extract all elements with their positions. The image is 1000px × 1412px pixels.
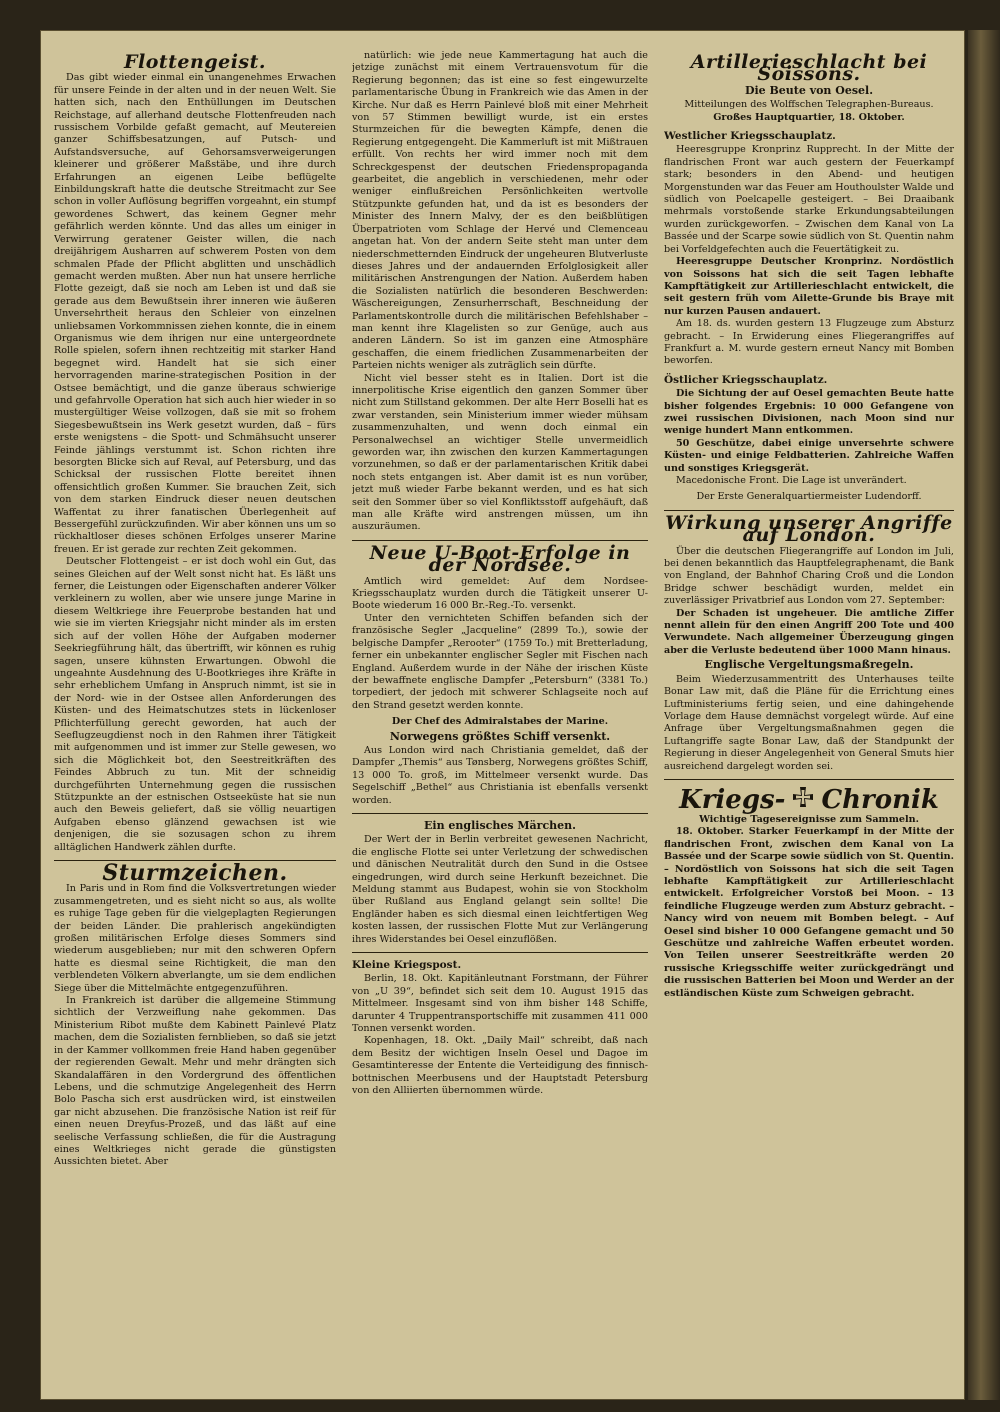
newspaper-page bbox=[40, 30, 965, 1400]
maerchen-text: Der Wert der in Berlin verbreitet gewesenen Nachricht, die englische Flotte sei unter Verletzung der schwedischen und dänischen Neutralität durch den Sund in die Ostsee eingedrungen, wird durch seine Herkunft bezeichnet. Die Meldung stammt aus Budapest, wohin sie von Stockholm über Rußland aus England gelangt sein sollte! Die Engländer haben es sich diesmal einen leichtfertigen Weg kosten lassen, der russischen Flotte Mut zur Verlängerung ihres Widerstandes bei Oesel einzuflößen. bbox=[352, 834, 648, 945]
kriegs-chronik-text: 18. Oktober. Starker Feuerkampf in der Mitte der flandrischen Front, zwischen dem Kanal von La Bassée und der Scarpe sowie südlich von St. Quentin. – Nordöstlich von Soissons hat sich die seit Tagen lebhafte Kampftätigkeit zur Artillerieschlacht entwickelt. Erfolgreicher Vorstoß bei Moon. – 13 feindliche Flugzeuge werden zum Absturz gebracht. – Nancy wird von neuem mit Bomben belegt. – Auf Oesel sind bisher 10 000 Gefangene gemacht und 50 Geschütze und zahlreiche Waffen erbeutet worden. Von Teilen unserer Seestreitkräfte werden 20 russische Kriegsschiffe weiter zurückgedrängt und die russischen Batterien bei Moon und Werder an der estländischen Küste zum Schweigen gebracht. bbox=[664, 826, 954, 999]
kriegs-chronik-word-1: Kriegs- bbox=[679, 784, 786, 815]
artillerie-place: Großes Hauptquartier, 18. Oktober. bbox=[713, 111, 905, 123]
flottengeist-text-2: Deutscher Flottengeist – er ist doch wohl ein Gut, das seines Gleichen auf der Welt sonst nicht hat. Es läßt uns ferner, die Leistungen oder Eigenschaften anderer Völker verkleinern zu wollen, aber wie unsere junge Marine in diesem Weltkriege ihre Feuerprobe bestanden hat und wie sie im vierten Kriegsjahr nicht minder als im ersten sich auf der vollen Höhe der Aufgaben moderner Seekriegführung hält, das übertrifft, wir können es ruhig sagen, unsere kühnsten Erwartungen. Obwohl die ungeahnte Ausdehnung des U-Bootkrieges ihre Kräfte in sehr erheblichem Umfang in Anspruch nimmt, ist sie in der Nord- wie in der Ostsee allen Anforderungen des Küsten- und des Heimatschutzes stets in lückenloser Pflichterfüllung gerecht geworden, hat auch der Seeflugzeugdienst noch in den Rahmen ihrer Tätigkeit mit aufgenommen und ist immer zur Stelle gewesen, wo sich die Möglichkeit bot, den Seestreitkräften des Feindes Abbruch zu tun. Mit der schneidig durchgeführten Unternehmung gegen die russischen Stützpunkte an der estnischen Ostseeküste hat sie nun auch den Beweis geliefert, daß sie völlig neuartigen Aufgaben ebenso glänzend gewachsen ist wie denjenigen, die sie sozusagen schon zu ihrem alltäglichen Handwerk zählen durfte. bbox=[54, 556, 336, 853]
divider bbox=[664, 779, 954, 780]
iron-cross-icon bbox=[789, 786, 817, 814]
page-edge bbox=[968, 30, 1000, 1400]
london-text-2: Der Schaden ist ungeheuer. Die amtliche Ziffer nennt allein für den einen Angriff 200 Tote und 400 Verwundete. Nach allgemeiner Überzeugung gingen aber die Verluste bedeutend über 1000 Mann hinaus. bbox=[664, 607, 954, 656]
divider bbox=[352, 952, 648, 953]
kriegs-chronik-masthead bbox=[664, 786, 954, 814]
westlicher-text-3: Am 18. ds. wurden gestern 13 Flugzeuge zum Absturz gebracht. – In Erwiderung eines Fliegerangriffes auf Frankfurt a. M. wurde gestern erneut Nancy mit Bomben beworfen. bbox=[664, 318, 954, 367]
maerchen-title: Ein englisches Märchen. bbox=[424, 818, 576, 832]
kriegs-chronik-word-2: Chronik bbox=[821, 784, 939, 815]
oestlicher-signature: Der Erste Generalquartiermeister Ludendorff. bbox=[696, 491, 922, 503]
column-1 bbox=[54, 50, 336, 1395]
oestlicher-title: Östlicher Kriegsschauplatz. bbox=[664, 373, 828, 386]
vergeltung-title: Englische Vergeltungsmaßregeln. bbox=[704, 658, 914, 672]
london-title: Wirkung unserer Angriffe auf London. bbox=[665, 511, 953, 547]
divider bbox=[352, 540, 648, 541]
kleine-kriegspost-text: Berlin, 18. Okt. Kapitänleutnant Forstmann, der Führer von „U 39“, befindet sich seit dem 10. August 1915 das Mittelmeer. Insgesamt sind von ihm bisher 148 Schiffe, darunter 4 Truppentransportschiffe mit zusammen 411 000 Tonnen versenkt worden. bbox=[352, 973, 648, 1035]
kriegs-chronik-subtitle: Wichtige Tagesereignisse zum Sammeln. bbox=[699, 813, 919, 825]
artillerie-title: Artillerieschlacht bei Soissons. bbox=[690, 51, 928, 86]
column-2 bbox=[352, 50, 648, 1395]
vergeltung-text: Beim Wiederzusammentritt des Unterhauses teilte Bonar Law mit, daß die Pläne für die Errichtung eines Luftministeriums fertig seien, und eine dahingehende Vorlage dem Hause demnächst vorgelegt würde. Auf eine Anfrage über Vergeltungsmaßnahmen gegen die Luftangriffe sagte Bonar Law, daß der Standpunkt der Regierung in dieser Angelegenheit von General Smuts hier ausreichend dargelegt worden sei. bbox=[664, 673, 954, 772]
sturmzeichen-continued-2: Nicht viel besser steht es in Italien. Dort ist die innerpolitische Krise eigentlich den ganzen Sommer über nicht zum Stillstand gekommen. Der alte Herr Boselli hat es zwar verstanden, sein Ministerium immer wieder mühsam zusammenzuhalten, und wenn doch einmal ein Personalwechsel an wichtiger Stelle unvermeidlich geworden war, ihn zwischen den kurzen Kammertagungen vorzunehmen, so daß er der parlamentarischen Kritik dabei noch stets entgangen ist. Aber damit ist es nun vorüber, jetzt muß wieder Farbe bekannt werden, und es hat sich seit den Sommer über so viel Konfliktsstoff aufgehäuft, daß man alle Kräfte wird anstrengen müssen, um ihn auszuräumen. bbox=[352, 372, 648, 533]
sturmzeichen-continued: natürlich: wie jede neue Kammertagung hat auch die jetzige zunächst mit einem Vertrauensvotum für die Regierung begonnen; das ist eine so fest eingewurzelte parlamentarische Übung in Frankreich wie das Amen in der Kirche. Nur daß es Herrn Painlevé bloß mit einer Mehrheit von 57 Stimmen bewilligt wurde, ist ein erstes Sturmzeichen für die bewegten Kämpfe, denen die Regierung entgegengeht. Die Kammerluft ist mit Mißtrauen erfüllt. Von rechts her wird immer noch mit dem Schreckgespenst der deutschen Friedenspropaganda gearbeitet, die angeblich in verschiedenen, mehr oder weniger einflußreichen Persönlichkeiten wertvolle Stützpunkte gefunden hat, und da ist es besonders der Minister des Innern Malvy, der es den beißblütigen Überpatrioten vom Schlage der Hervé und Clemenceau angetan hat. Von der andern Seite steht man unter dem niederschmetternden Eindruck der ungeheuren Blutverluste dieses Jahres und der andauernden Erfolglosigkeit aller militärischen Anstrengungen der Nation. Außerdem haben die Sozialisten natürlich die besonderen Beschwerden: Wäschereigungen, Zensurherrschaft, Beschneidung der Parlamentskontrolle durch die militärischen Befehlshaber – man kennt ihre Klagelisten so zur Genüge, auch aus anderen Ländern. So ist im ganzen eine Atmosphäre geschaffen, die einem friedlichen Zusammenarbeiten der Parteien nichts weniger als zuträglich sein dürfte. bbox=[352, 50, 648, 372]
kleine-kriegspost-title: Kleine Kriegspost. bbox=[352, 959, 462, 972]
uboot-text: Amtlich wird gemeldet: Auf dem Nordsee-Kriegsschauplatz wurden durch die Tätigkeit unserer U-Boote wiederum 16 000 Br.-Reg.-To. versenkt. bbox=[352, 575, 648, 612]
column-3 bbox=[664, 50, 954, 1395]
divider bbox=[664, 510, 954, 511]
divider bbox=[352, 813, 648, 814]
oestlicher-text-2: 50 Geschütze, dabei einige unversehrte schwere Küsten- und einige Feldbatterien. Zahlreiche Waffen und sonstiges Kriegsgerät. bbox=[664, 437, 954, 474]
london-text: Über die deutschen Fliegerangriffe auf London im Juli, bei denen bekanntlich das Hauptfelegraphenamt, die Bank von England, der Bahnhof Charing Croß und die London Bridge schwer beschädigt wurden, meldet ein zuverlässiger Privatbrief aus London vom 27. September: bbox=[664, 545, 954, 607]
artillerie-subtitle: Die Beute von Oesel. bbox=[744, 83, 874, 97]
oestlicher-text: Die Sichtung der auf Oesel gemachten Beute hatte bisher folgendes Ergebnis: 10 000 Gefangene von zwei russischen Divisionen, nach Moon sind nur wenige hundert Mann entkommen. bbox=[664, 388, 954, 437]
uboot-signature: Der Chef des Admiralstabes der Marine. bbox=[391, 716, 609, 728]
westlicher-text-2: Heeresgruppe Deutscher Kronprinz. Nordöstlich von Soissons hat sich die seit Tagen lebhafte Kampftätigkeit zur Artillerieschlacht entwickelt, die seit gestern früh vom Ailette-Grunde bis Braye mit nur kurzen Pausen andauert. bbox=[664, 256, 954, 317]
norwegen-title: Norwegens größtes Schiff versenkt. bbox=[389, 729, 611, 743]
sturmzeichen-text-2: In Frankreich ist darüber die allgemeine Stimmung sichtlich der Verzweiflung nahe gekommen. Das Ministerium Ribot mußte dem Kabinett Painlevé Platz machen, dem die Sozialisten fernblieben, so daß sie jetzt in der Kammer vollkommen freie Hand haben gegenüber der regierenden Gewalt. Mehr und mehr drängten sich Skandalaffären in den Vordergrund des öffentlichen Lebens, und die schmutzige Angelegenheit des Herrn Bolo Pascha sich erst ausdrücken wird, ist einstweilen gar nicht abzusehen. Die französische Nation ist reif für einen neuen Dreyfus-Prozeß, und das läßt auf eine seelische Verfassung schließen, die für die Austragung eines Weltkrieges nicht gerade die günstigsten Aussichten bietet. Aber bbox=[54, 995, 336, 1168]
flottengeist-text: Das gibt wieder einmal ein unangenehmes Erwachen für unsere Feinde in der alten und in der neuen Welt. Sie hatten sich, nach den Enthüllungen im Deutschen Reichstage, auf allerhand deutsche Flottenfreuden nach russischem Vorbilde gefaßt gemacht, auf Meutereien ganzer Schiffsbesatzungen, auf Putsch- und Aufstandsversuche, auf Gehorsamsverweigerungen kleinerer und größerer Maßstäbe, und ihre durch Erfahrungen an eigenen Leibe beflügelte Einbildungskraft hatte die deutsche Streitmacht zur See schon in voller Auflösung begriffen vorgeahnt, ein stumpf gewordenes Schwert, das keinem Gegner mehr gefährlich werden könnte. Und das alles um einiger in Verwirrung geratener Geister willen, die nach dreijährigem Ausharren auf schwerem Posten von dem schmalen Pfade der Pflicht abglitten und unschädlich gemacht werden mußten. Aber nun hat unsere herrliche Flotte gezeigt, daß sie noch am Leben ist und daß sie gerade aus dem Bewußtsein ihrer inneren wie äußeren Unversehrtheit heraus den Schleier von einzelnen unliebsamen Vorkommnissen ziehen konnte, die in einem Organismus wie dem ihrigen nur eine untergeordnete Rolle spielen, sofern ihnen rechtzeitig mit starker Hand begegnet wird. Handelt hat sie sich einer hervorragenden marine-strategischen Position in der Ostsee bemächtigt, und die ganze überaus schwierige und gefahrvolle Operation hat sich auch hier wieder in so mustergültiger Weise vollzogen, daß sie mit so frohem Siegesbewußtsein ins Werk gesetzt wurden, daß – fürs erste wenigstens – die Spott- und Schmähsucht unserer Feinde jählings verstummt ist. Schon richten ihre besorgten Blicke sich auf Reval, auf Petersburg, und das Schicksal der russischen Flotte bereitet ihnen offensichtlich großen Kummer. Sie brauchen Zeit, sich von dem starken Eindruck dieser neuen deutschen Waffentat zu ihrer fanatischen Überlegenheit auf Bessergefühl zurückzufinden. Wir aber können uns um so rückhaltloser dieses schönen Erfolges unserer Marine freuen. Er ist gerade zur rechten Zeit gekommen. bbox=[54, 72, 336, 555]
sturmzeichen-text: In Paris und in Rom find die Volksvertretungen wieder zusammengetreten, und es sieht nicht so aus, als wollte es ruhige Tage geben für die vielgeplagten Regierungen der beiden Länder. Die prahlerisch angekündigten großen militärischen Erfolge dieses Sommers sind wiederum ausgeblieben; nur mit den schweren Opfern hatte es diesmal seine Richtigkeit, die man den verblendeten Völkern abverlangte, um sie dem endlichen Siege über die Mittelmächte entgegenzuführen. bbox=[54, 883, 336, 994]
uboot-title: Neue U-Boot-Erfolge in der Nordsee. bbox=[369, 541, 631, 577]
westlicher-title: Westlicher Kriegsschauplatz. bbox=[664, 130, 836, 143]
sturmzeichen-title: Sturmzeichen. bbox=[102, 860, 288, 886]
uboot-text-2: Unter den vernichteten Schiffen befanden sich der französische Segler „Jacqueline“ (2899 To.), sowie der belgische Dampfer „Rerooter“ (1759 To.) mit Bretterladung, ferner ein unbekannter englischer Segler mit Fischen nach England. Außerdem wurde in der Nähe der irischen Küste der bewaffnete englische Dampfer „Petersburn“ (3381 To.) torpediert, der jedoch mit schwerer Schlagseite noch auf den Strand gesetzt werden konnte. bbox=[352, 612, 648, 711]
flottengeist-title: Flottengeist. bbox=[123, 51, 266, 73]
kleine-kriegspost-text-2: Kopenhagen, 18. Okt. „Daily Mail“ schreibt, daß nach dem Besitz der wichtigen Inseln Oesel und Dagoe im Gesamtinteresse der Entente die Verteidigung des finnisch-bottnischen Meerbusens und der Hauptstadt Petersburg von den Alliierten übernommen würde. bbox=[352, 1035, 648, 1097]
norwegen-text: Aus London wird nach Christiania gemeldet, daß der Dampfer „Themis“ aus Tønsberg, Norwegens größtes Schiff, 13 000 To. groß, im Mittelmeer versenkt wurde. Das Segelschiff „Bethel“ aus Christiania ist ebenfalls versenkt worden. bbox=[352, 744, 648, 806]
westlicher-text: Heeresgruppe Kronprinz Rupprecht. In der Mitte der flandrischen Front war auch gestern der Feuerkampf stark; besonders in den Abend- und heutigen Morgenstunden war das Feuer am Houthoulster Walde und südlich von Poelcapelle gesteigert. – Bei Draaibank mehrmals vorstoßende starke Erkundungsabteilungen wurden zurückgeworfen. – Zwischen dem Kanal von La Bassée und der Scarpe sowie südlich von St. Quentin nahm bei Vorfeldgefechten auch die Feuertätigkeit zu. bbox=[664, 144, 954, 255]
oestlicher-text-3: Macedonische Front. Die Lage ist unverändert. bbox=[676, 475, 907, 486]
artillerie-source: Mitteilungen des Wolffschen Telegraphen-Bureaus. bbox=[684, 99, 934, 111]
